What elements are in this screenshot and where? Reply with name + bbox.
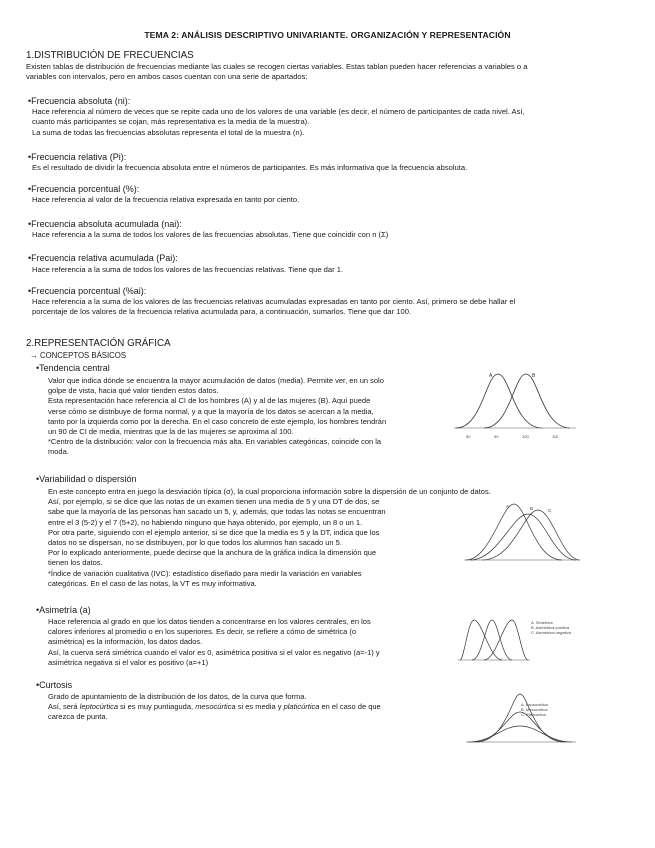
- bullet-icon: •: [36, 363, 40, 373]
- legend-item: A. Leptocúrtica: [521, 702, 548, 707]
- bullet-icon: •: [28, 96, 32, 106]
- freq-porc-acumulada-heading: •Frecuencia porcentual (%ai):: [28, 286, 147, 296]
- curve-mesocurtica: [472, 712, 568, 742]
- bullet-icon: •: [28, 219, 32, 229]
- label-a: A: [506, 504, 510, 509]
- curve-platicurtica: [468, 726, 572, 742]
- section-2-heading: 2.REPRESENTACIÓN GRÁFICA: [26, 338, 171, 349]
- curtosis-text: Grado de apuntamiento de la distribución de los datos, de la curva que forma. Así, será leptocúrtica si es muy puntiaguda, mesocúrtica si es media y platicúrtica en el caso de que carezca de punta.: [48, 692, 458, 723]
- freq-absoluta-heading: •Frecuencia absoluta (ni):: [28, 96, 131, 106]
- tick-label: 90: [494, 434, 499, 439]
- freq-absoluta-text: Hace referencia al número de veces que se repite cada uno de los valores de una variable (es decir, el número de participantes de cada nivel. Así, cuanto más participantes se cojan, más representativa es la media de la muestra). La suma de todas las frecuencias absolutas representa el total de la muestra (n).: [32, 107, 525, 137]
- label-a: A: [489, 373, 493, 379]
- freq-porc-acumulada-text: Hace referencia a la suma de los valores de las frecuencias relativas acumuladas expresadas en tanto por ciento. Así, primero se debe hallar el porcentaje de los valores de la frecuencia relativa acumulada para, a continuación, sumarlos. Tiene que dar 100.: [32, 297, 516, 317]
- freq-relativa-heading: •Frecuencia relativa (Pi):: [28, 152, 127, 162]
- asimetria-legend: [531, 620, 571, 635]
- bullet-icon: •: [28, 152, 32, 162]
- curve-leptocurtica: [476, 694, 564, 742]
- asimetria-figure: [458, 614, 530, 664]
- freq-rel-acumulada-heading: •Frecuencia relativa acumulada (Pai):: [28, 253, 178, 263]
- curve-c: [482, 510, 580, 560]
- curtosis-legend: [521, 702, 548, 717]
- section-1-heading: 1.DISTRIBUCIÓN DE FRECUENCIAS: [26, 50, 194, 61]
- freq-relativa-text: Es el resultado de dividir la frecuencia absoluta entre el números de participantes. Es más informativa que la frecuencia absoluta.: [32, 163, 468, 172]
- variabilidad-text: En este concepto entra en juego la desviación típica (σ), la cual proporciona información sobre la dispersión de un conjunto de datos. Así, por ejemplo, si se dice que las notas de un examen tienen una media de 5 y una DT de dos, se sabe que la mayoría de las personas han sacado un 5, y, además, que todas las notas se encuentran entre el 3 (5-2) y el 7 (5+2), no habiendo ninguno que haya obtenido, por ejemplo, un 8 o un 1. Por otra parte, siguiendo con el ejemplo anterior, si se dice que la media es 5 y la DT, indica que los datos no se dispersan, no se distribuyen, por lo que todos los alumnos han sacado un 5. Por lo explicado anteriormente, puede decirse que la anchura de la gráfica indica la dimensión que tienen los datos. *Índice de variación cualitativa (IVC): estadístico diseñado para medir la variación en variables categóricas. En el caso de las notas, la VT es muy informativa.: [48, 487, 491, 588]
- asimetria-heading: •Asimetría (a): [36, 605, 91, 615]
- asimetria-text: Hace referencia al grado en que los datos tienden a concentrarse en los valores centrales, en los calores inferiores al promedio o en los superiores. Es decir, se refiere a cómo de simétrica (o asimétrica) es la información, los datos dados. Así, la cuerva será simétrica cuando el valor es 0, asimétrica positiva si el valor es negativo (a=-1) y asimétrica negativa si el valor es positivo (a=+1): [48, 617, 380, 667]
- label-b: B: [530, 506, 534, 511]
- document-title: TEMA 2: ANÁLISIS DESCRIPTIVO UNIVARIANTE. ORGANIZACIÓN Y REPRESENTACIÓN: [144, 30, 511, 40]
- curve-b: [470, 514, 576, 560]
- bullet-icon: •: [36, 474, 40, 484]
- legend-item: C. Asimétrica negativa: [531, 630, 571, 635]
- freq-abs-acumulada-heading: •Frecuencia absoluta acumulada (nai):: [28, 219, 182, 229]
- tendencia-text: Valor que indica dónde se encuentra la mayor acumulación de datos (media). Permite ver, en un solo golpe de vista, hacia qué valor tienden estos datos. Esta representación hace referencia al CI de los hombres (A) y al de las mujeres (B). Aquí puede verse cómo se distribuye de forma normal, y a que la mayoría de los datos se acercan a la media, tanto por la izquierda como por la derecha. En el caso concreto de este ejemplo, los hombres tendrán un 90 de CI de media, mientras que la de las mujeres se aproxima al 100. *Centro de la distribución: valor con la frecuencia más alta. En variables categóricas, coincide con la moda.: [48, 376, 387, 457]
- tick-label: 50: [466, 434, 471, 439]
- variabilidad-heading: •Variabilidad o dispersión: [36, 474, 137, 484]
- tick-label: 110: [552, 434, 559, 439]
- legend-item: A. Simétrica: [531, 620, 553, 625]
- label-b: B: [532, 373, 536, 379]
- freq-abs-acumulada-text: Hace referencia a la suma de todos los valores de las frecuencias absolutas. Tiene que coincidir con n (Σ): [32, 230, 389, 239]
- curtosis-heading: •Curtosis: [36, 680, 73, 690]
- bullet-icon: •: [28, 253, 32, 263]
- curve-a: [456, 374, 542, 428]
- conceptos-basicos-subheading: → CONCEPTOS BÁSICOS: [30, 351, 127, 360]
- label-c: C: [548, 508, 552, 513]
- tick-label: 100: [522, 434, 529, 439]
- tendencia-heading: •Tendencia central: [36, 363, 110, 373]
- variabilidad-figure: [462, 500, 582, 568]
- legend-item: B. Mesocúrtica: [521, 707, 548, 712]
- freq-rel-acumulada-text: Hace referencia a la suma de todos los valores de las frecuencias relativas. Tiene que dar 1.: [32, 265, 344, 274]
- intro-line: Existen tablas de distribución de frecuencias mediante las cuales se recogen ciertas variables. Estas tablan pueden hacer referencias a variables o a: [26, 62, 528, 71]
- curve-b: [484, 374, 570, 428]
- freq-porcentual-text: Hace referencia al valor de la frecuencia relativa expresada en tanto por ciento.: [32, 195, 300, 204]
- legend-item: B. Asimétrica positiva: [531, 625, 570, 630]
- intro-line: variables con intervalos, pero en ambos casos cuentan con una serie de apartados:: [26, 72, 308, 82]
- bullet-icon: •: [36, 680, 40, 690]
- curtosis-figure: [466, 690, 586, 746]
- bullet-icon: •: [36, 605, 40, 615]
- curtosis-line-2: Así, será leptocúrtica si es muy puntiaguda, mesocúrtica si es media y platicúrtica en el caso de que: [48, 702, 381, 712]
- freq-porcentual-heading: •Frecuencia porcentual (%):: [28, 184, 140, 194]
- bullet-icon: •: [28, 184, 32, 194]
- section-1-intro: [26, 62, 626, 83]
- bullet-icon: •: [28, 286, 32, 296]
- legend-item: C. Platicúrtica: [521, 712, 546, 717]
- tendencia-figure: [452, 366, 580, 444]
